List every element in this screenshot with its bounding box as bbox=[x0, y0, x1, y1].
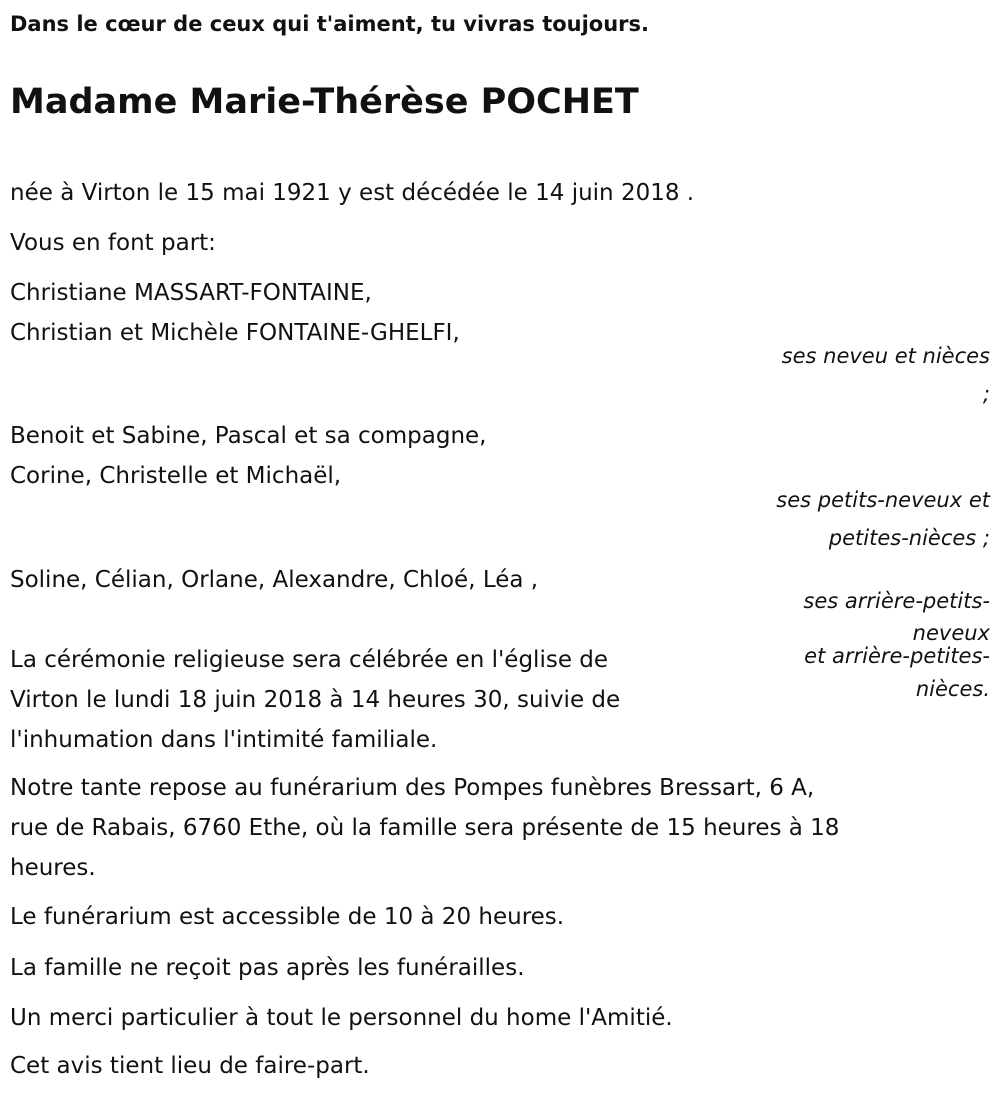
family-names-line: Corine, Christelle et Michaël, bbox=[10, 463, 342, 489]
family-group-nephews bbox=[10, 273, 460, 353]
ceremony-paragraph bbox=[10, 640, 620, 760]
ceremony-line: La cérémonie religieuse sera célébrée en l'église de bbox=[10, 647, 609, 673]
relation-line: neveux bbox=[912, 621, 990, 645]
family-names-line: Christian et Michèle FONTAINE-GHELFI, bbox=[10, 320, 460, 346]
relation-grandnephews bbox=[776, 481, 990, 557]
access-hours: Le funérarium est accessible de 10 à 20 heures. bbox=[10, 904, 565, 930]
ceremony-line: Virton le lundi 18 juin 2018 à 14 heures 30, suivie de bbox=[10, 687, 621, 713]
family-names-line: Christiane MASSART-FONTAINE, bbox=[10, 280, 372, 306]
funerarium-paragraph bbox=[10, 768, 839, 888]
announce-intro: Vous en font part: bbox=[10, 230, 216, 256]
funerarium-line: Notre tante repose au funérarium des Pompes funèbres Bressart, 6 A, bbox=[10, 775, 815, 801]
relation-line: petites-nièces ; bbox=[828, 526, 990, 550]
birth-death-line: née à Virton le 15 mai 1921 y est décédée le 14 juin 2018 . bbox=[10, 180, 695, 206]
motto-heading: Dans le cœur de ceux qui t'aiment, tu vivras toujours. bbox=[10, 12, 650, 36]
relation-nephews bbox=[782, 337, 990, 413]
relation-great-grandnephews bbox=[803, 584, 990, 706]
deceased-name: Madame Marie-Thérèse POCHET bbox=[10, 82, 639, 122]
funerarium-line: rue de Rabais, 6760 Ethe, où la famille sera présente de 15 heures à 18 bbox=[10, 815, 840, 841]
family-group-great-grandnephews bbox=[10, 560, 538, 600]
funerarium-line: heures. bbox=[10, 855, 96, 881]
ceremony-line: l'inhumation dans l'intimité familiale. bbox=[10, 727, 438, 753]
relation-line: nièces. bbox=[915, 677, 990, 701]
family-group-grandnephews bbox=[10, 416, 487, 496]
no-reception: La famille ne reçoit pas après les funérailles. bbox=[10, 955, 525, 981]
relation-line: ses neveu et nièces bbox=[781, 344, 990, 368]
relation-line: ses petits-neveux et bbox=[776, 488, 990, 512]
relation-line: ; bbox=[982, 382, 990, 406]
family-names-line: Soline, Célian, Orlane, Alexandre, Chloé, Léa , bbox=[10, 567, 539, 593]
relation-line: ses arrière-petits- bbox=[803, 589, 990, 613]
family-names-line: Benoit et Sabine, Pascal et sa compagne, bbox=[10, 423, 487, 449]
relation-line: et arrière-petites- bbox=[804, 644, 990, 668]
thanks-line: Un merci particulier à tout le personnel du home l'Amitié. bbox=[10, 1005, 673, 1031]
notice-line: Cet avis tient lieu de faire-part. bbox=[10, 1053, 370, 1079]
